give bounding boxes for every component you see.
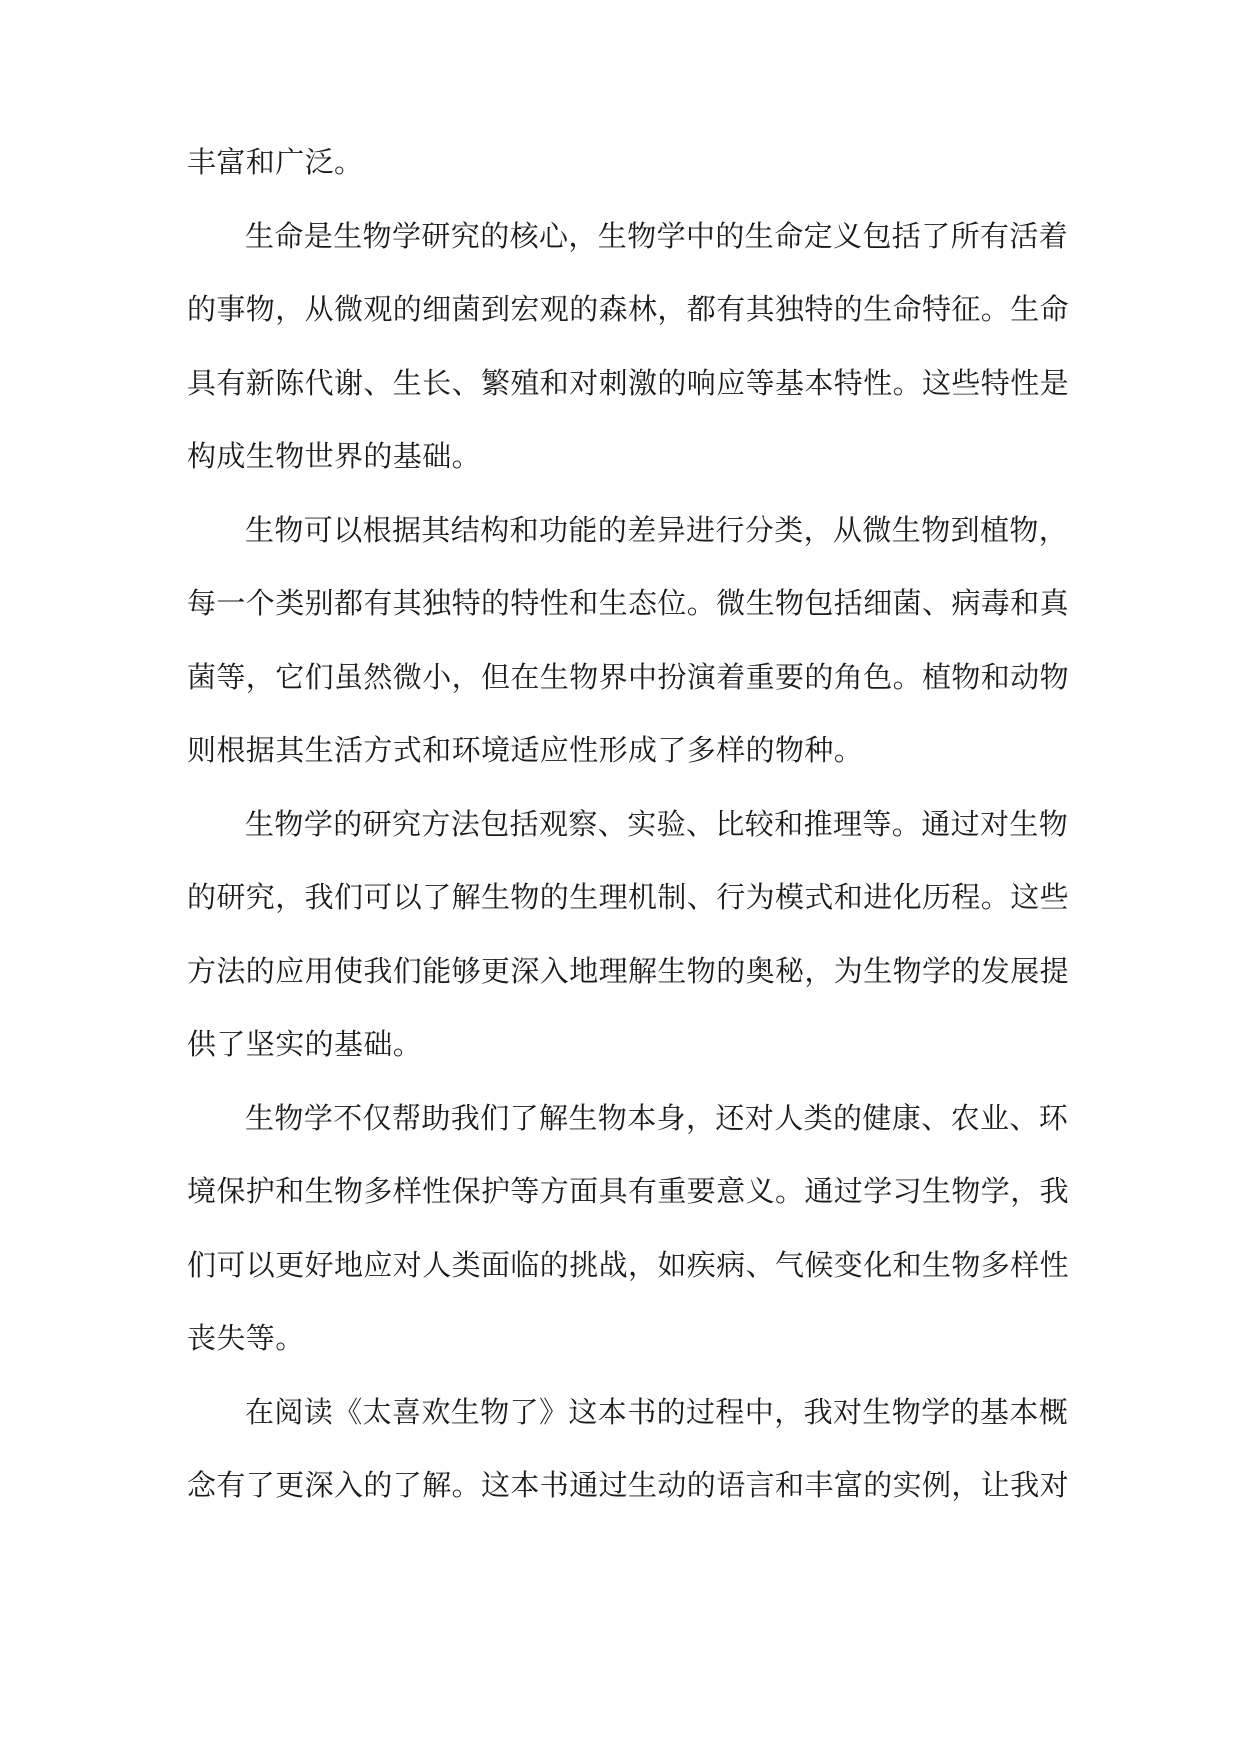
text-line: 供了坚实的基础。	[187, 1027, 423, 1061]
body-text	[187, 140, 1070, 1537]
text-line: 方法的应用使我们能够更深入地理解生物的奥秘，为生物学的发展提	[187, 953, 1070, 988]
text-line: 念有了更深入的了解。这本书通过生动的语言和丰富的实例，让我对	[187, 1468, 1070, 1502]
text-line: 们可以更好地应对人类面临的挑战，如疾病、气候变化和生物多样性	[187, 1247, 1070, 1282]
paragraph-first-line: 在阅读《太喜欢生物了》这本书的过程中，我对生物学的基本概	[245, 1394, 1069, 1429]
text-line: 菌等，它们虽然微小，但在生物界中扮演着重要的角色。植物和动物	[187, 659, 1070, 694]
text-line: 构成生物世界的基础。	[187, 439, 482, 473]
paragraph-first-line: 生物学的研究方法包括观察、实验、比较和推理等。通过对生物	[245, 806, 1069, 841]
text-line: 丰富和广泛。	[187, 145, 364, 179]
text-line: 每一个类别都有其独特的特性和生态位。微生物包括细菌、病毒和真	[187, 586, 1070, 620]
paragraph-first-line: 生命是生物学研究的核心，生物学中的生命定义包括了所有活着	[245, 218, 1069, 253]
text-line: 境保护和生物多样性保护等方面具有重要意义。通过学习生物学，我	[187, 1174, 1070, 1208]
text-line: 则根据其生活方式和环境适应性形成了多样的物种。	[187, 733, 864, 767]
text-line: 丧失等。	[187, 1321, 305, 1355]
text-line: 具有新陈代谢、生长、繁殖和对刺激的响应等基本特性。这些特性是	[187, 365, 1070, 400]
text-line: 的研究，我们可以了解生物的生理机制、行为模式和进化历程。这些	[187, 880, 1070, 914]
paragraph-first-line: 生物学不仅帮助我们了解生物本身，还对人类的健康、农业、环	[245, 1100, 1069, 1135]
paragraph-first-line: 生物可以根据其结构和功能的差异进行分类，从微生物到植物，	[245, 512, 1069, 547]
text-line: 的事物，从微观的细菌到宏观的森林，都有其独特的生命特征。生命	[187, 292, 1070, 326]
